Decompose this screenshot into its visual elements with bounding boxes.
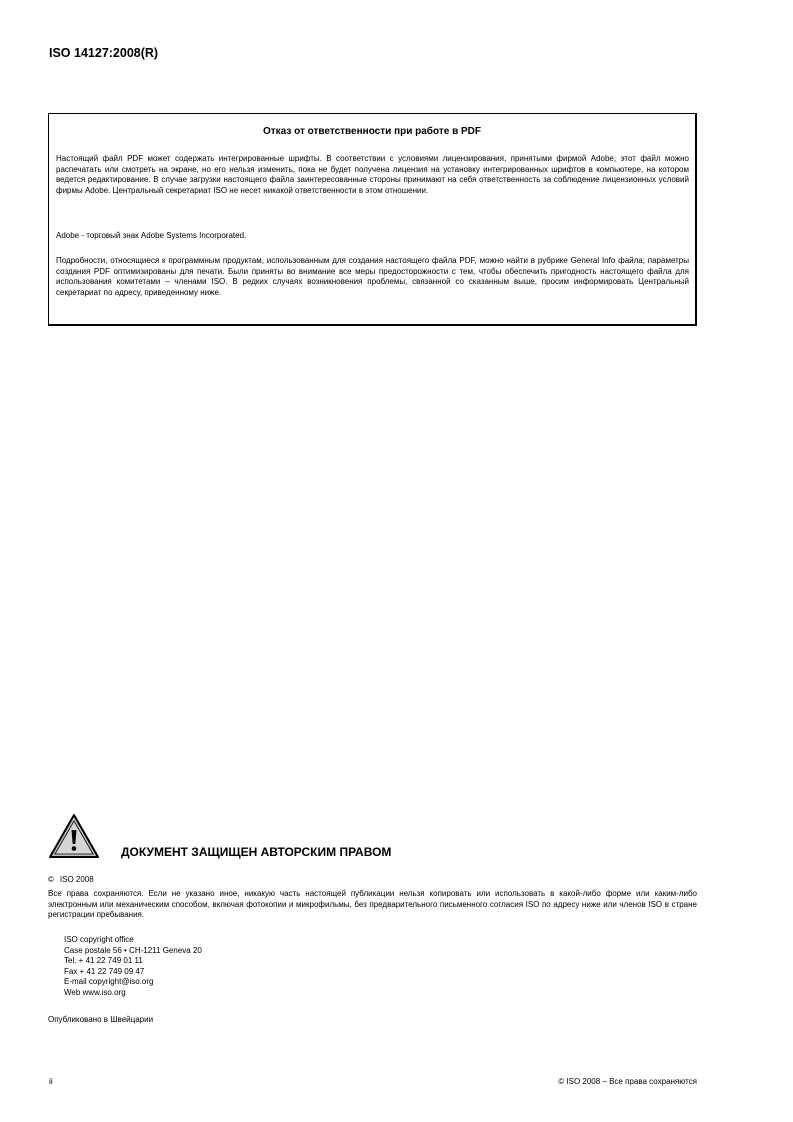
copyright-heading: ДОКУМЕНТ ЗАЩИЩЕН АВТОРСКИМ ПРАВОМ — [121, 845, 392, 859]
disclaimer-paragraph: Настоящий файл PDF может содержать интегрированные шрифты. В соответствии с условиями лицензирования, принятыми фирмой Adobe, этот файл можно распечатать или смотреть на экране, но его нельзя изменить, пока не будет получена лицензия на установку интегрированных шрифтов в компьютере, на котором ведется редактирование. В случае загрузки настоящего файла заинтересованные стороны принимают на себя ответственность за соблюдение лицензионных условий фирмы Adobe. Центральный секретариат ISO не несет никакой ответственности в этом отношении. — [56, 154, 689, 195]
warning-triangle-icon — [48, 813, 100, 859]
copyright-year: ISO 2008 — [59, 875, 94, 884]
footer-copyright: © ISO 2008 – Все права сохраняются — [558, 1077, 697, 1086]
address-line: Tel. + 41 22 749 01 11 — [64, 956, 143, 965]
document-id: ISO 14127:2008(R) — [49, 46, 159, 60]
address-line: Fax + 41 22 749 09 47 — [64, 966, 145, 976]
page-number: ii — [49, 1076, 53, 1086]
pdf-disclaimer-box — [48, 113, 697, 326]
copyright-symbol: © — [48, 875, 54, 884]
disclaimer-paragraph: Adobe - торговый знак Adobe Systems Incorporated. — [56, 231, 247, 240]
published-in: Опубликовано в Швейцарии — [48, 1015, 154, 1024]
rights-text: Все права сохраняются. Если не указано иное, никакую часть настоящей публикации нельзя копировать или использовать в какой-либо форме или каким-либо электронным или механическим способом, включая фотокопии и микрофильмы, без предварительного письменного согласия ISO по адресу ниже или членов ISO в стране регистрации пребывания. — [48, 889, 697, 920]
address-web[interactable]: Web www.iso.org — [64, 987, 126, 997]
iso-address — [64, 935, 202, 998]
address-email[interactable]: E-mail copyright@iso.org — [64, 977, 154, 986]
copyright-year-line — [48, 875, 94, 884]
disclaimer-title: Отказ от ответственности при работе в PDF — [262, 126, 482, 137]
address-line: Case postale 56 • CH-1211 Geneva 20 — [64, 945, 202, 955]
address-line: ISO copyright office — [64, 935, 134, 944]
disclaimer-paragraph: Подробности, относящиеся к программным продуктам, использованным для создания настоящего файла PDF, можно найти в рубрике General Info файла; параметры создания PDF оптимизированы для печати. Были приняты во внимание все меры предосторожности с тем, чтобы обеспечить пригодность настоящего файла для использования комитетами – членами ISO. В редких случаях возникновения проблемы, связанной со сказанным выше, просим информировать Центральный секретариат по адресу, приведенному ниже. — [56, 256, 689, 297]
